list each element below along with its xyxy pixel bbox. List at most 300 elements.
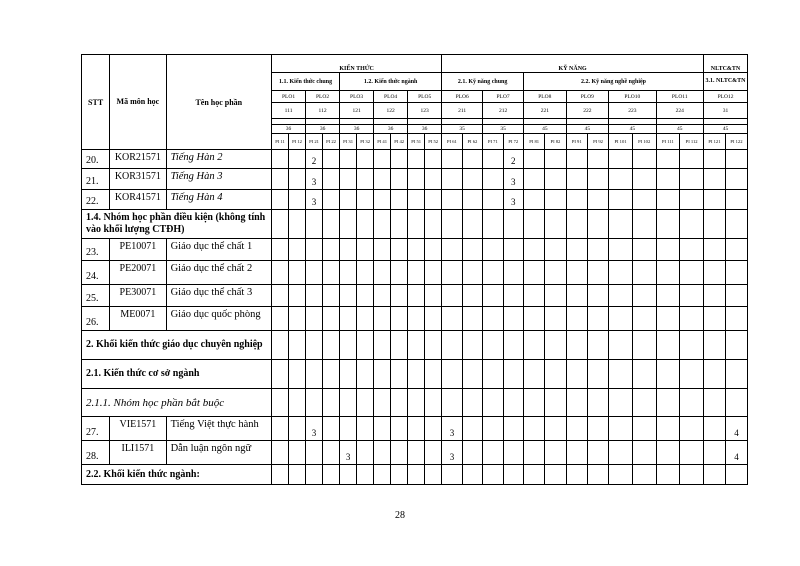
row-stt: 25.: [82, 285, 110, 307]
pi-cell: [483, 417, 503, 441]
pi-cell: [609, 465, 633, 485]
pi-cell: [524, 285, 545, 307]
pi-label: PI 41: [374, 134, 391, 150]
pi-cell: [357, 239, 374, 261]
pi-cell: [725, 261, 747, 285]
pi-cell: [545, 441, 566, 465]
pi-cell: [725, 465, 747, 485]
pi-cell: [340, 465, 357, 485]
pi-cell: [632, 239, 656, 261]
pi-label: PI 31: [340, 134, 357, 150]
pi-cell: [680, 307, 704, 331]
pi-cell: [462, 417, 482, 441]
pi-cell: [272, 285, 289, 307]
pi-cell: [609, 239, 633, 261]
pi-cell: [357, 210, 374, 239]
pi-cell: [704, 150, 726, 169]
pi-cell: [374, 465, 391, 485]
pi-cell: [545, 285, 566, 307]
pi-cell: [289, 285, 306, 307]
pi-cell: [680, 190, 704, 210]
pi-cell: [483, 285, 503, 307]
pi-cell: [609, 389, 633, 417]
pi-label: PI 111: [656, 134, 680, 150]
pi-cell: [680, 331, 704, 360]
section-heading: 2. Khối kiến thức giáo dục chuyên nghiệp: [82, 331, 272, 360]
pi-cell: [289, 239, 306, 261]
pi-cell: [272, 261, 289, 285]
pi-cell: [374, 360, 391, 389]
pi-cell: [357, 150, 374, 169]
pi-cell: [289, 150, 306, 169]
pi-cell: [462, 360, 482, 389]
pi-cell: [632, 360, 656, 389]
pi-label: PI 112: [680, 134, 704, 150]
pi-cell: [656, 417, 680, 441]
pi-cell: [340, 150, 357, 169]
table-row: [82, 190, 748, 210]
pi-cell: [656, 150, 680, 169]
row-course-code: ILI1571: [110, 441, 166, 465]
pi-cell: [442, 465, 462, 485]
pi-cell: [391, 441, 408, 465]
row-stt: 22.: [82, 190, 110, 210]
row-course-code: KOR31571: [110, 169, 166, 190]
pi-cell: [391, 190, 408, 210]
pi-cell: [609, 417, 633, 441]
pi-cell: [587, 331, 608, 360]
pi-label: PI 101: [609, 134, 633, 150]
pi-cell: [524, 307, 545, 331]
pi-cell: [587, 307, 608, 331]
pi-cell: [725, 285, 747, 307]
plo-code: 223: [609, 103, 656, 119]
pi-cell: [340, 285, 357, 307]
pi-cell: [483, 389, 503, 417]
pi-label: PI 82: [545, 134, 566, 150]
pi-cell: [656, 307, 680, 331]
pi-cell: [656, 389, 680, 417]
pi-cell: [545, 465, 566, 485]
row-course-name: Tiếng Hàn 4: [166, 190, 271, 210]
pi-cell: [425, 307, 442, 331]
row-stt: 23.: [82, 239, 110, 261]
plo-code: 212: [483, 103, 524, 119]
pi-cell: [425, 150, 442, 169]
section-heading: 2.2. Khối kiến thức ngành:: [82, 465, 272, 485]
pi-cell: [725, 360, 747, 389]
pi-cell: [272, 360, 289, 389]
pi-cell: [545, 360, 566, 389]
row-course-code: ME0071: [110, 307, 166, 331]
pi-cell: [483, 190, 503, 210]
pi-cell: [632, 150, 656, 169]
pi-cell: [704, 465, 726, 485]
plo-matrix-table: [81, 54, 748, 485]
pi-cell: [289, 465, 306, 485]
pi-cell: [587, 360, 608, 389]
pi-cell: [587, 285, 608, 307]
plo-label: PLO10: [609, 91, 656, 103]
pi-cell: [340, 360, 357, 389]
pi-cell: [323, 441, 340, 465]
pi-mark: 3: [306, 417, 323, 441]
pi-cell: [462, 307, 482, 331]
pi-cell: [680, 389, 704, 417]
row-course-code: KOR21571: [110, 150, 166, 169]
pi-mark: 3: [503, 169, 523, 190]
pi-cell: [632, 261, 656, 285]
pi-cell: [545, 331, 566, 360]
pi-cell: [632, 285, 656, 307]
pi-cell: [483, 331, 503, 360]
pi-cell: [545, 417, 566, 441]
plo-weight: 45: [704, 125, 748, 134]
pi-cell: [391, 389, 408, 417]
table-row: [82, 261, 748, 285]
pi-cell: [462, 239, 482, 261]
pi-cell: [503, 285, 523, 307]
pi-cell: [272, 417, 289, 441]
pi-cell: [483, 150, 503, 169]
table-row: [82, 239, 748, 261]
pi-cell: [323, 360, 340, 389]
pi-cell: [306, 210, 323, 239]
pi-cell: [408, 465, 425, 485]
pi-cell: [442, 169, 462, 190]
plo-label: PLO6: [442, 91, 483, 103]
pi-cell: [374, 331, 391, 360]
pi-cell: [357, 190, 374, 210]
pi-cell: [374, 417, 391, 441]
pi-cell: [289, 389, 306, 417]
pi-cell: [408, 190, 425, 210]
pi-cell: [566, 360, 587, 389]
pi-cell: [408, 285, 425, 307]
table-row: [82, 285, 748, 307]
pi-cell: [306, 239, 323, 261]
pi-cell: [566, 261, 587, 285]
pi-cell: [545, 190, 566, 210]
header-general-knowledge: 1.1. Kiến thức chung: [272, 73, 340, 91]
pi-cell: [483, 441, 503, 465]
header-professional-skills: 2.2. Kỹ năng nghề nghiệp: [524, 73, 704, 91]
pi-cell: [632, 210, 656, 239]
page-number: 28: [395, 510, 405, 521]
header-autonomy-sub: 3.1. NLTC&TN: [704, 73, 748, 91]
row-stt: 20.: [82, 150, 110, 169]
pi-cell: [545, 210, 566, 239]
pi-cell: [462, 389, 482, 417]
pi-cell: [323, 261, 340, 285]
pi-cell: [609, 331, 633, 360]
pi-cell: [483, 360, 503, 389]
pi-cell: [566, 210, 587, 239]
table-row: [82, 150, 748, 169]
plo-label: PLO9: [566, 91, 609, 103]
pi-cell: [442, 210, 462, 239]
plo-code: 121: [340, 103, 374, 119]
pi-cell: [725, 239, 747, 261]
pi-cell: [656, 465, 680, 485]
pi-cell: [609, 169, 633, 190]
pi-cell: [391, 417, 408, 441]
pi-cell: [704, 441, 726, 465]
pi-cell: [545, 261, 566, 285]
plo-weight: 36: [374, 125, 408, 134]
pi-label: PI 91: [566, 134, 587, 150]
pi-cell: [357, 360, 374, 389]
pi-cell: [425, 239, 442, 261]
pi-cell: [462, 331, 482, 360]
pi-cell: [323, 331, 340, 360]
header-autonomy: NLTC&TN: [704, 55, 748, 73]
pi-cell: [503, 307, 523, 331]
pi-cell: [306, 307, 323, 331]
pi-cell: [306, 389, 323, 417]
pi-cell: [272, 190, 289, 210]
pi-cell: [272, 169, 289, 190]
pi-cell: [442, 307, 462, 331]
pi-cell: [680, 239, 704, 261]
pi-mark: 4: [725, 417, 747, 441]
pi-cell: [545, 239, 566, 261]
plo-code: 224: [656, 103, 703, 119]
pi-cell: [680, 261, 704, 285]
pi-cell: [632, 190, 656, 210]
pi-cell: [503, 465, 523, 485]
table-row: [82, 210, 748, 239]
pi-cell: [483, 261, 503, 285]
pi-cell: [408, 261, 425, 285]
pi-cell: [503, 417, 523, 441]
pi-mark: 3: [340, 441, 357, 465]
pi-cell: [442, 190, 462, 210]
pi-mark: 3: [306, 190, 323, 210]
pi-cell: [632, 331, 656, 360]
pi-cell: [374, 261, 391, 285]
row-course-name: Giáo dục thể chất 2: [166, 261, 271, 285]
pi-cell: [462, 169, 482, 190]
table-row: [82, 169, 748, 190]
pi-cell: [340, 331, 357, 360]
pi-cell: [425, 441, 442, 465]
section-heading: 1.4. Nhóm học phần điều kiện (không tính vào khối lượng CTĐH): [82, 210, 272, 239]
pi-cell: [306, 465, 323, 485]
pi-cell: [609, 360, 633, 389]
pi-cell: [323, 210, 340, 239]
pi-cell: [425, 190, 442, 210]
pi-cell: [524, 239, 545, 261]
pi-cell: [587, 210, 608, 239]
pi-cell: [503, 331, 523, 360]
pi-cell: [357, 169, 374, 190]
pi-cell: [462, 441, 482, 465]
pi-cell: [704, 360, 726, 389]
pi-cell: [462, 285, 482, 307]
table-row: [82, 441, 748, 465]
pi-cell: [656, 360, 680, 389]
pi-cell: [725, 210, 747, 239]
pi-cell: [545, 169, 566, 190]
pi-cell: [503, 261, 523, 285]
pi-cell: [632, 441, 656, 465]
pi-cell: [289, 331, 306, 360]
pi-mark: 3: [442, 441, 462, 465]
pi-cell: [408, 150, 425, 169]
pi-label: PI 121: [704, 134, 726, 150]
plo-weight: 45: [524, 125, 567, 134]
table-row: [82, 389, 748, 417]
pi-cell: [272, 210, 289, 239]
pi-cell: [587, 441, 608, 465]
row-course-name: Tiếng Việt thực hành: [166, 417, 271, 441]
header-common-skills: 2.1. Kỹ năng chung: [442, 73, 524, 91]
pi-cell: [524, 465, 545, 485]
pi-cell: [323, 150, 340, 169]
pi-cell: [306, 285, 323, 307]
plo-weight: 36: [306, 125, 340, 134]
pi-cell: [587, 150, 608, 169]
plo-code: 122: [374, 103, 408, 119]
pi-label: PI 32: [357, 134, 374, 150]
pi-cell: [442, 261, 462, 285]
pi-cell: [680, 360, 704, 389]
table-row: [82, 331, 748, 360]
pi-cell: [656, 190, 680, 210]
pi-cell: [289, 169, 306, 190]
plo-label: PLO12: [704, 91, 748, 103]
pi-cell: [524, 261, 545, 285]
pi-cell: [587, 169, 608, 190]
header-knowledge: KIẾN THỨC: [272, 55, 442, 73]
header-course-name: Tên học phần: [166, 55, 271, 150]
pi-cell: [425, 210, 442, 239]
pi-cell: [408, 417, 425, 441]
row-course-name: Dẫn luận ngôn ngữ: [166, 441, 271, 465]
pi-cell: [323, 190, 340, 210]
pi-cell: [289, 417, 306, 441]
pi-cell: [524, 360, 545, 389]
pi-cell: [391, 360, 408, 389]
pi-cell: [425, 261, 442, 285]
pi-cell: [632, 389, 656, 417]
pi-cell: [391, 210, 408, 239]
pi-cell: [425, 389, 442, 417]
header-skills: KỸ NĂNG: [442, 55, 704, 73]
plo-code: 222: [566, 103, 609, 119]
header-field-knowledge: 1.2. Kiến thức ngành: [340, 73, 442, 91]
pi-cell: [340, 417, 357, 441]
pi-cell: [408, 210, 425, 239]
pi-cell: [391, 465, 408, 485]
plo-label: PLO4: [374, 91, 408, 103]
pi-cell: [272, 239, 289, 261]
pi-cell: [524, 417, 545, 441]
pi-cell: [524, 331, 545, 360]
pi-cell: [323, 465, 340, 485]
pi-cell: [272, 389, 289, 417]
row-course-name: Giáo dục thể chất 1: [166, 239, 271, 261]
pi-cell: [357, 417, 374, 441]
plo-label: PLO2: [306, 91, 340, 103]
table-row: [82, 360, 748, 389]
pi-cell: [680, 285, 704, 307]
pi-cell: [357, 285, 374, 307]
pi-cell: [408, 360, 425, 389]
row-course-code: PE30071: [110, 285, 166, 307]
pi-cell: [425, 465, 442, 485]
pi-cell: [656, 239, 680, 261]
pi-cell: [587, 239, 608, 261]
pi-label: PI 92: [587, 134, 608, 150]
row-stt: 24.: [82, 261, 110, 285]
table-row: [82, 307, 748, 331]
row-course-name: Tiếng Hàn 3: [166, 169, 271, 190]
plo-label: PLO5: [408, 91, 442, 103]
pi-cell: [566, 190, 587, 210]
plo-weight: 45: [566, 125, 609, 134]
pi-cell: [425, 360, 442, 389]
section-heading: 2.1. Kiến thức cơ sở ngành: [82, 360, 272, 389]
pi-cell: [704, 389, 726, 417]
pi-cell: [289, 360, 306, 389]
pi-label: PI 51: [408, 134, 425, 150]
pi-cell: [462, 190, 482, 210]
plo-weight: 45: [609, 125, 656, 134]
pi-cell: [374, 190, 391, 210]
pi-cell: [289, 190, 306, 210]
pi-label: PI 11: [272, 134, 289, 150]
pi-cell: [357, 307, 374, 331]
pi-cell: [704, 261, 726, 285]
pi-cell: [442, 389, 462, 417]
plo-label: PLO3: [340, 91, 374, 103]
pi-cell: [408, 307, 425, 331]
pi-cell: [725, 331, 747, 360]
pi-cell: [483, 307, 503, 331]
row-course-code: VIE1571: [110, 417, 166, 441]
pi-cell: [566, 441, 587, 465]
pi-cell: [442, 331, 462, 360]
pi-cell: [462, 465, 482, 485]
pi-cell: [357, 261, 374, 285]
pi-cell: [272, 307, 289, 331]
pi-cell: [566, 169, 587, 190]
pi-cell: [323, 307, 340, 331]
pi-cell: [462, 150, 482, 169]
pi-cell: [442, 150, 462, 169]
plo-weight: 36: [272, 125, 306, 134]
pi-cell: [323, 169, 340, 190]
pi-cell: [374, 239, 391, 261]
pi-cell: [609, 285, 633, 307]
pi-cell: [483, 239, 503, 261]
pi-cell: [545, 389, 566, 417]
pi-cell: [374, 441, 391, 465]
pi-cell: [306, 261, 323, 285]
row-stt: 28.: [82, 441, 110, 465]
pi-cell: [340, 389, 357, 417]
pi-cell: [566, 285, 587, 307]
pi-cell: [725, 307, 747, 331]
pi-cell: [391, 239, 408, 261]
pi-cell: [483, 465, 503, 485]
pi-mark: 2: [306, 150, 323, 169]
pi-cell: [483, 210, 503, 239]
pi-cell: [391, 331, 408, 360]
row-stt: 21.: [82, 169, 110, 190]
